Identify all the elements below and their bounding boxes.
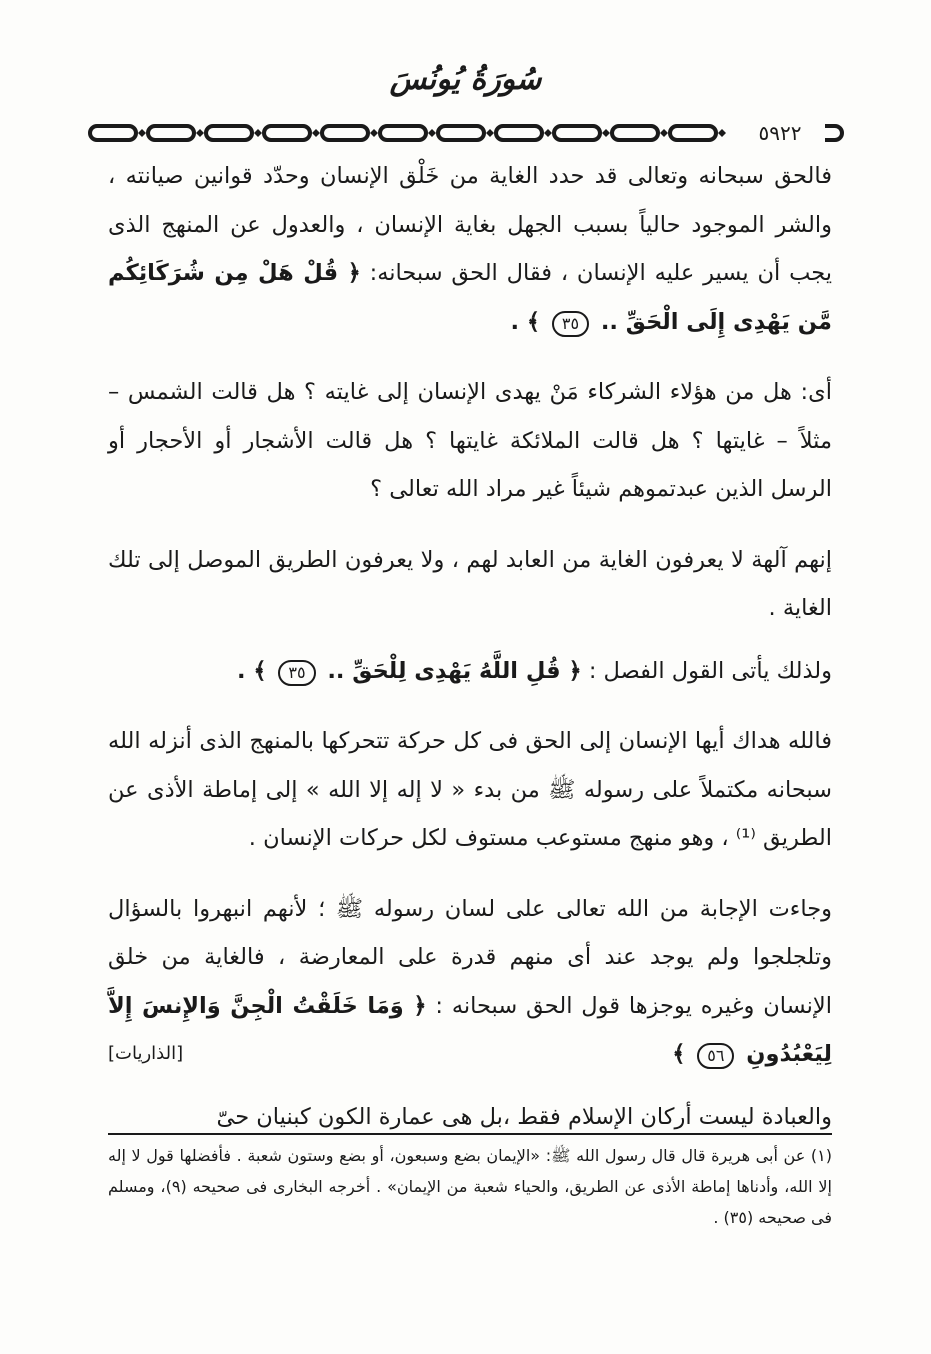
paragraph-text: ولذلك يأتى القول الفصل : xyxy=(581,657,832,684)
quote-close: ﴾ . xyxy=(236,657,275,684)
footnote: (١) عن أبى هريرة قال قال رسول الله ﷺ: «الإيمان بضع وسبعون، أو بضع وستون شعبة . فأفضلها قول لا إله إلا الله، وأدناها إماطة الأذى عن الطريق، والحياء شعبة من الإيمان» . أخرجه البخارى فى صحيحه (٩)، ومسلم فى صحيحه (٣٥) . xyxy=(108,1146,833,1227)
paragraph-3 xyxy=(108,536,832,633)
paragraph-1 xyxy=(108,152,832,346)
quran-quote: ﴿ قُلِ اللَّهُ يَهْدِى لِلْحَقِّ .. xyxy=(319,657,582,684)
paragraph-text: فالله هداك أيها الإنسان إلى الحق فى كل حركة تتحركها بالمنهج الذى أنزله الله سبحانه مكتملاً على رسوله ﷺ من بدء « لا إله إلا الله » إلى إماطة الأذى عن الطريق ⁽¹⁾ ، وهو منهج مستوعب مستوف لكل حركات الإنسان . xyxy=(108,728,832,851)
paragraph-2 xyxy=(108,368,832,514)
main-text xyxy=(108,152,832,1163)
aya-number-badge: ٥٦ xyxy=(697,1043,734,1069)
surah-reference: [الذاريات] xyxy=(108,1043,184,1064)
paragraph-text: وجاءت الإجابة من الله تعالى على لسان رسوله ﷺ ؛ لأنهم انبهروا بالسؤال وتلجلجوا ولم يوجد عند أى منهم قدرة على المعارضة ، فالغاية من خلق الإنسان وغيره يوجزها قول الحق سبحانه : xyxy=(108,895,832,1019)
paragraph-text: فالحق سبحانه وتعالى قد حدد الغاية من خَلْق الإنسان وحدّد قوانين صيانته ، والشر الموجود حالياً بسبب الجهل بغاية الإنسان ، والعدول عن المنهج الذى يجب أن يسير عليه الإنسان ، فقال الحق سبحانه: xyxy=(108,163,833,286)
quote-close: ﴾ . xyxy=(510,308,548,335)
page-number: ٥٩٢٢ xyxy=(735,121,825,145)
paragraph-6 xyxy=(108,885,832,1079)
footnote-divider xyxy=(108,1133,832,1135)
surah-title: سُورَةُ يُونُسَ xyxy=(389,62,542,97)
quran-quote: ﴿ وَمَا خَلَقْتُ الْجِنَّ وَالإِنسَ إِلاَّ لِيَعْبُدُونِ xyxy=(108,992,832,1067)
paragraph-text: إنهم آلهة لا يعرفون الغاية من العابد لهم ، ولا يعرفون الطريق الموصل إلى تلك الغاية . xyxy=(108,546,832,621)
aya-number-badge: ٣٥ xyxy=(552,311,589,337)
paragraph-text: والعبادة ليست أركان الإسلام فقط ،بل هى عمارة الكون كبنيان حىّ xyxy=(216,1103,832,1130)
ornamental-border-icon xyxy=(86,121,846,145)
aya-number-badge: ٣٥ xyxy=(278,660,315,686)
paragraph-5 xyxy=(108,717,832,863)
paragraph-4 xyxy=(108,647,832,696)
quran-quote: ﴿ قُلْ هَلْ مِن شُرَكَائِكُم مَّن يَهْدِى إِلَى الْحَقِّ .. xyxy=(108,260,832,335)
quote-close: ﴾ xyxy=(672,1041,694,1067)
paragraph-text: أى: هل من هؤلاء الشركاء مَنْ يهدى الإنسان إلى غايته ؟ هل قالت الشمس – مثلاً – غايتها ؟ هل قالت الملائكة غايتها ؟ هل قالت الأشجار أو الأحجار أو الرسل الذين عبدتموهم شيئاً غير مراد الله تعالى ؟ xyxy=(108,379,832,502)
